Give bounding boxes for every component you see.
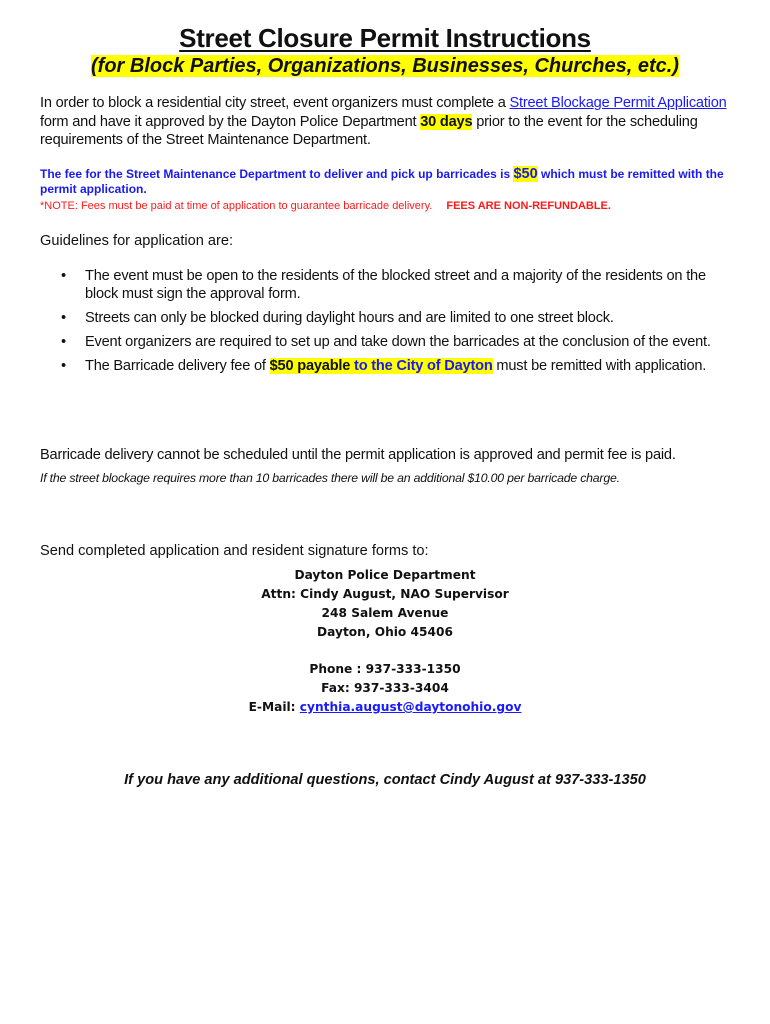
extra-barricade-charge-notice: If the street blockage requires more than 10 barricades there will be an additional $10.00 per barricade charge. bbox=[40, 471, 620, 485]
mailing-address-block bbox=[0, 566, 770, 717]
list-item-text: The event must be open to the residents of the blocked street and a majority of the residents on the block must sign the approval form. bbox=[85, 268, 706, 302]
list-item bbox=[40, 357, 740, 375]
intro-text: In order to block a residential city street, event organizers must complete a bbox=[40, 95, 510, 111]
bullet-icon: • bbox=[61, 358, 66, 374]
list-item-text-end: must be remitted with application. bbox=[492, 358, 707, 374]
fee-text: The fee for the Street Maintenance Department to deliver and pick up barricades is bbox=[40, 167, 514, 181]
fee-note bbox=[40, 199, 760, 213]
list-item-text: Streets can only be blocked during daylight hours and are limited to one street block. bbox=[85, 310, 614, 326]
guidelines-label: Guidelines for application are: bbox=[40, 233, 234, 249]
fee-paragraph bbox=[40, 167, 740, 197]
list-item-text: The Barricade delivery fee of bbox=[85, 358, 270, 374]
bullet-icon: • bbox=[61, 310, 66, 326]
note-text: *NOTE: Fees must be paid at time of application to guarantee barricade delivery. bbox=[40, 200, 433, 212]
intro-paragraph bbox=[40, 94, 740, 150]
list-item bbox=[40, 333, 740, 351]
contact-phone: Phone : 937-333-1350 bbox=[309, 662, 461, 676]
send-to-label: Send completed application and resident signature forms to: bbox=[40, 543, 429, 559]
list-item-text: Event organizers are required to set up and take down the barricades at the conclusion of the event. bbox=[85, 334, 711, 350]
bullet-icon: • bbox=[61, 268, 66, 284]
address-attn: Attn: Cindy August, NAO Supervisor bbox=[261, 587, 509, 601]
contact-email-line bbox=[0, 698, 770, 717]
email-link[interactable]: cynthia.august@daytonohio.gov bbox=[299, 700, 522, 714]
address-org: Dayton Police Department bbox=[294, 568, 476, 582]
address-city: Dayton, Ohio 45406 bbox=[317, 625, 453, 639]
guidelines-list bbox=[40, 267, 740, 381]
thirty-days-highlight: 30 days bbox=[420, 113, 473, 130]
payee-highlight: to the City of Dayton bbox=[350, 358, 493, 374]
contact-fax: Fax: 937-333-3404 bbox=[321, 681, 449, 695]
fee-text-end: which must be remitted with the permit application. bbox=[40, 167, 724, 196]
page-title bbox=[0, 22, 770, 54]
fee-amount: $50 bbox=[513, 166, 538, 182]
list-item bbox=[40, 309, 740, 327]
title-text: Street Closure Permit Instructions bbox=[179, 23, 591, 53]
closing-contact-line: If you have any additional questions, contact Cindy August at 937-333-1350 bbox=[124, 772, 646, 788]
address-street: 248 Salem Avenue bbox=[321, 606, 449, 620]
fee-payable-highlight: $50 payable bbox=[269, 358, 351, 374]
delivery-notice: Barricade delivery cannot be scheduled until the permit application is approved and permit fee is paid. bbox=[40, 447, 676, 463]
street-blockage-permit-link[interactable]: Street Blockage Permit Application bbox=[509, 95, 727, 111]
page-subtitle bbox=[0, 53, 770, 79]
subtitle-text: (for Block Parties, Organizations, Businesses, Churches, etc.) bbox=[91, 55, 679, 77]
spacer bbox=[0, 642, 770, 660]
non-refundable-warning: FEES ARE NON-REFUNDABLE. bbox=[446, 200, 611, 212]
intro-text-middle: form and have it approved by the Dayton Police Department bbox=[40, 113, 421, 130]
intro-text-end: prior to the event for the scheduling requirements of the Street Maintenance Department. bbox=[40, 113, 698, 148]
email-label: E-Mail: bbox=[248, 700, 300, 714]
bullet-icon: • bbox=[61, 334, 66, 350]
list-item bbox=[40, 267, 740, 303]
